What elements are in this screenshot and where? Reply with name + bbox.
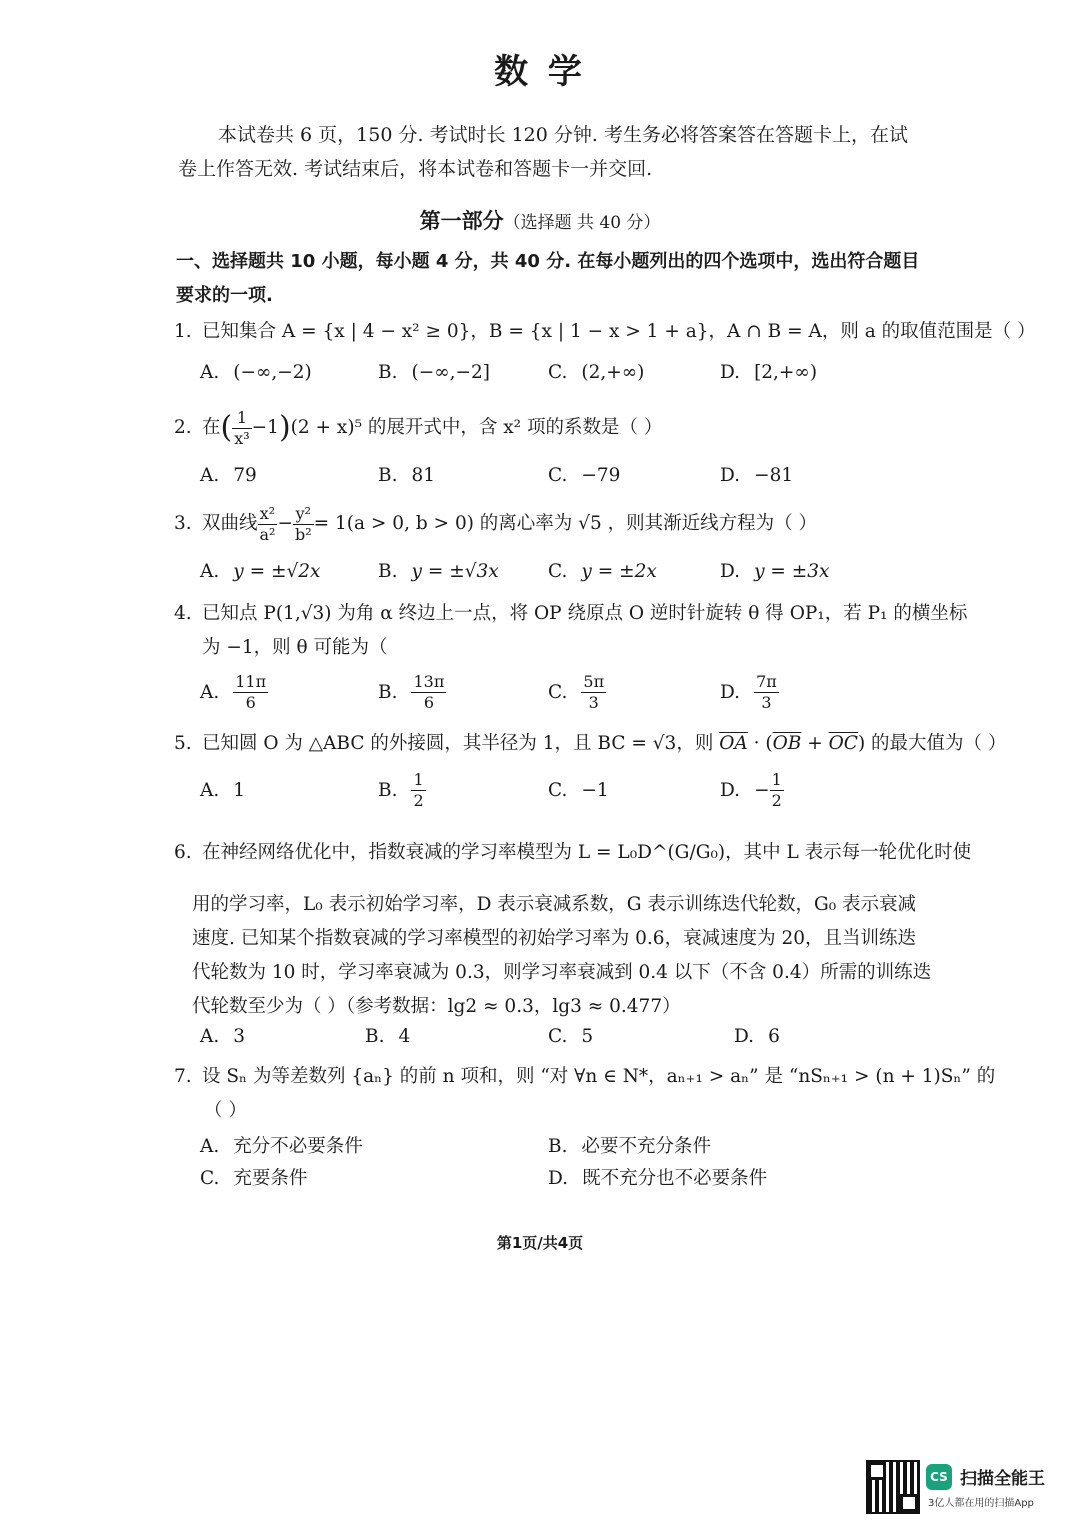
option-d: D. −81 bbox=[720, 465, 794, 486]
option-d: D. y = ±3x bbox=[720, 561, 830, 582]
scanner-watermark bbox=[866, 1460, 1066, 1512]
question-number: 5. bbox=[174, 733, 192, 754]
option-c: C. 5 bbox=[548, 1026, 594, 1047]
page-footer: 第1页/共4页 bbox=[496, 1234, 584, 1252]
vector-ob: $\overline{OB}$ bbox=[772, 733, 802, 754]
option-c: C. $\frac{5\pi}{3}$ bbox=[548, 672, 605, 712]
question-6: 6. 在神经网络优化中，指数衰减的学习率模型为 L = L₀D^(G/G₀)，其中 L 表示每一轮优化时使 用的学习率，L₀ 表示初始学习率，D 表示衰减系数，G 表示训练迭代轮数，G₀ 表示衰减 速度. 已知某个指数衰减的学习率模型的初始学习率为 0.6，衰减速度为 20，且当训练迭 代轮数为 10 时，学习率衰减为 0.3，则学习率衰减到 0.4 以下（不含 0.4）所需的训练迭 代轮数至少为（ ）（参考数据：lg2 ≈ 0.3，lg3 ≈ 0.477） bbox=[174, 836, 924, 1024]
section-instructions: 一、选择题共 10 小题，每小题 4 分，共 40 分. 在每小题列出的四个选项中，选出符合题目要求的一项. bbox=[176, 251, 920, 306]
part-title: 第一部分 bbox=[419, 209, 504, 233]
option-a: A. $\frac{11\pi}{6}$ bbox=[200, 672, 267, 712]
option-d: D. 6 bbox=[734, 1026, 780, 1047]
fraction: $\frac{1}{\text{x³}}$ bbox=[234, 407, 250, 448]
option-b: B. $\frac{13\pi}{6}$ bbox=[378, 672, 445, 712]
page-title: 数 学 bbox=[494, 52, 586, 92]
question-number: 2. bbox=[174, 417, 192, 438]
option-b: B. y = ±√3x bbox=[378, 561, 499, 582]
question-number: 3. bbox=[174, 513, 192, 534]
watermark-app-name: 扫描全能王 bbox=[960, 1469, 1045, 1489]
option-b: B. 81 bbox=[378, 465, 436, 486]
vector-oc: $\overline{OC}$ bbox=[828, 733, 858, 754]
part-subtitle: （选择题 共 40 分） bbox=[503, 213, 661, 233]
option-b: B. 4 bbox=[365, 1026, 411, 1047]
option-a: A. y = ±√2x bbox=[200, 561, 321, 582]
question-2: 2. 在( $\frac{1}{\text{x³}}$ −1)(2 + x)⁵ 的展开式中，含 x² 项的系数是（ ） bbox=[174, 402, 924, 454]
exam-instructions: 本试卷共 6 页，150 分. 考试时长 120 分钟. 考生务必将答案答在答题卡上，在试卷上作答无效. 考试结束后，将本试卷和答题卡一并交回. bbox=[178, 124, 908, 180]
watermark-tagline: 3亿人都在用的扫描App bbox=[928, 1498, 1034, 1509]
fraction: $\frac{\text{x²}}{\text{a²}}$ bbox=[259, 503, 276, 544]
option-a: A. (−∞,−2) bbox=[200, 362, 312, 383]
question-number: 1. bbox=[174, 321, 192, 342]
option-a: A. 1 bbox=[200, 780, 246, 801]
question-text-cont: 为 −1，则 θ 可能为（ bbox=[202, 637, 388, 658]
option-b: B. $\frac{1}{2}$ bbox=[378, 770, 424, 810]
option-c: C. −1 bbox=[548, 780, 609, 801]
option-d: D. $\frac{7\pi}{3}$ bbox=[720, 672, 777, 712]
question-number: 6. bbox=[174, 842, 192, 863]
option-d: D. 既不充分也不必要条件 bbox=[548, 1168, 768, 1189]
vector-oa: $\overline{OA}$ bbox=[719, 733, 748, 754]
question-text: 设 Sₙ 为等差数列 {aₙ} 的前 n 项和，则 “对 ∀n ∈ N*，aₙ₊₁ > aₙ” 是 “nSₙ₊₁ > (n + 1)Sₙ” 的 bbox=[202, 1066, 996, 1087]
option-d: D. − $\frac{1}{2}$ bbox=[720, 770, 782, 810]
option-a: A. 79 bbox=[200, 465, 257, 486]
question-3: 3. 双曲线 $\frac{\text{x²}}{\text{a²}}$ − $\frac{\text{y²}}{\text{b²}}$ = 1(a > 0, b > 0) 的离心率为 √5 ，则其渐近线方程为（ ） bbox=[174, 498, 924, 550]
option-b: B. 必要不充分条件 bbox=[548, 1136, 711, 1157]
camscanner-logo: CS bbox=[926, 1464, 952, 1490]
question-number: 7. bbox=[174, 1066, 192, 1087]
question-text: 已知集合 A = {x | 4 − x² ≥ 0}，B = {x | 1 − x > 1 + a}，A ∩ B = A，则 a 的取值范围是（ ） bbox=[202, 321, 1036, 342]
question-5: 5. 已知圆 O 为 △ABC 的外接圆，其半径为 1，且 BC = √3，则 $\overline{OA} \cdot (\overline{OB} + \overline{OC})$ 的最大值为（ ） bbox=[174, 727, 924, 761]
qr-code-icon bbox=[866, 1460, 920, 1514]
fraction: $\frac{\text{y²}}{\text{b²}}$ bbox=[294, 503, 312, 544]
question-text: 在神经网络优化中，指数衰减的学习率模型为 L = L₀D^(G/G₀)，其中 L 表示每一轮优化时使 bbox=[202, 842, 972, 863]
question-7: 7. 设 Sₙ 为等差数列 {aₙ} 的前 n 项和，则 “对 ∀n ∈ N*，aₙ₊₁ > aₙ” 是 “nSₙ₊₁ > (n + 1)Sₙ” 的 （ ） bbox=[174, 1060, 924, 1128]
option-b: B. (−∞,−2] bbox=[378, 362, 490, 383]
option-c: C. y = ±2x bbox=[548, 561, 657, 582]
option-c: C. 充要条件 bbox=[200, 1168, 308, 1189]
question-text: 已知点 P(1,√3) 为角 α 终边上一点，将 OP 绕原点 O 逆时针旋转 θ 得 OP₁，若 P₁ 的横坐标 bbox=[202, 603, 968, 624]
part-heading bbox=[0, 205, 1080, 235]
option-a: A. 3 bbox=[200, 1026, 246, 1047]
question-text: (2 + x)⁵ 的展开式中，含 x² 项的系数是（ ） bbox=[290, 417, 663, 438]
option-a: A. 充分不必要条件 bbox=[200, 1136, 363, 1157]
question-1 bbox=[174, 315, 1036, 349]
option-c: C. −79 bbox=[548, 465, 621, 486]
option-c: C. (2,+∞) bbox=[548, 362, 645, 383]
question-number: 4. bbox=[174, 603, 192, 624]
question-4 bbox=[174, 597, 968, 665]
option-d: D. [2,+∞) bbox=[720, 362, 818, 383]
question-text: = 1(a > 0, b > 0) 的离心率为 √5 ，则其渐近线方程为（ ） bbox=[313, 513, 818, 534]
